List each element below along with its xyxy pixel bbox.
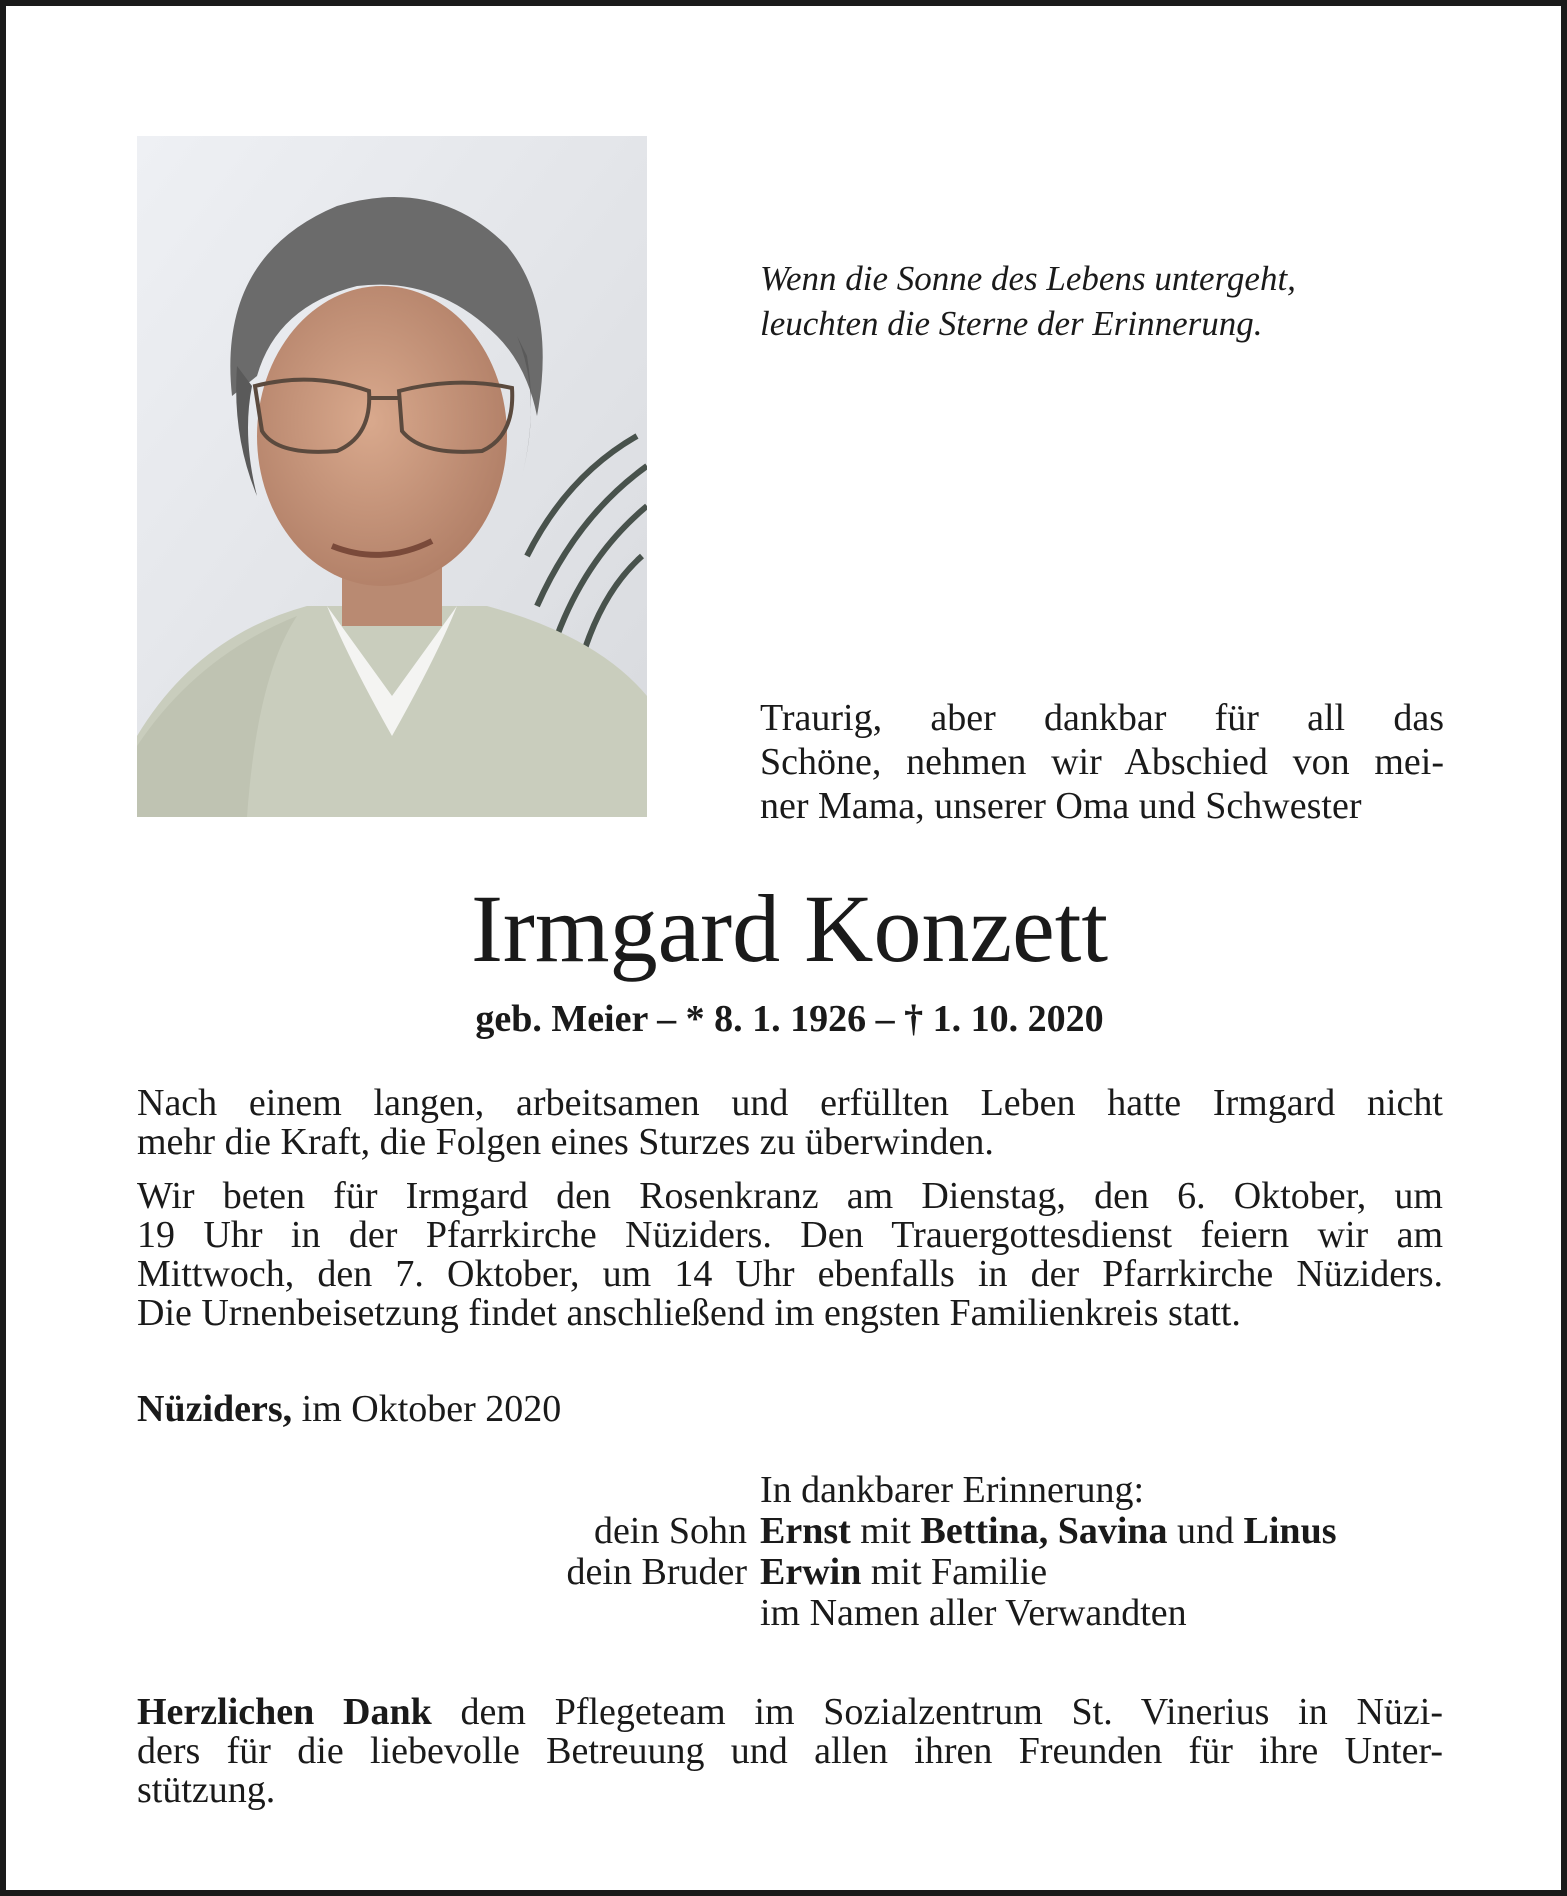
son-name: Ernst	[760, 1510, 851, 1552]
signoff-relatives: im Namen aller Verwandten	[760, 1592, 1187, 1634]
son-family-1: Bettina, Savina	[920, 1510, 1168, 1552]
signoff-brother-row	[6, 1552, 1567, 1593]
deceased-name: Irmgard Konzett	[470, 875, 1109, 982]
thanks-line-3: stützung.	[137, 1769, 276, 1811]
memorial-quote	[760, 256, 1480, 346]
place-date	[137, 1390, 1443, 1429]
signoff-heading: In dankbarer Erinnerung:	[760, 1469, 1145, 1511]
life-dates: geb. Meier – * 8. 1. 1926 – † 1. 10. 2020	[475, 998, 1104, 1040]
thanks-bold: Herzlichen Dank	[137, 1691, 432, 1733]
place-town: Nüziders,	[137, 1388, 293, 1430]
intro-line-3: ner Mama, unserer Oma und Schwester	[760, 785, 1362, 827]
son-mit: mit	[850, 1510, 921, 1552]
paragraph-life-line-1: Nach einem langen, arbeitsamen und erfüllten Leben hatte Irmgard nicht	[137, 1082, 1443, 1124]
quote-line-2: leuchten die Sterne der Erinnerung.	[760, 304, 1263, 343]
brother-label: dein Bruder	[566, 1551, 747, 1593]
thanks-line-2: ders für die liebevolle Betreuung und allen ihren Freunden für ihre Unter-	[137, 1730, 1443, 1772]
portrait-photo	[137, 136, 647, 817]
paragraph-services-line-3: Mittwoch, den 7. Oktober, um 14 Uhr ebenfalls in der Pfarrkirche Nüziders.	[137, 1253, 1443, 1295]
paragraph-services-line-4: Die Urnenbeisetzung findet anschließend im engsten Familienkreis statt.	[137, 1292, 1241, 1334]
paragraph-services-line-2: 19 Uhr in der Pfarrkirche Nüziders. Den Trauergottesdienst feiern wir am	[137, 1214, 1443, 1256]
brother-rest: mit Familie	[861, 1551, 1048, 1593]
portrait-image	[137, 136, 647, 817]
thanks-paragraph	[137, 1693, 1443, 1810]
signoff-son-row	[6, 1511, 1567, 1552]
intro-line-1: Traurig, aber dankbar für all das	[760, 697, 1444, 739]
paragraph-services-line-1: Wir beten für Irmgard den Rosenkranz am Dienstag, den 6. Oktober, um	[137, 1175, 1443, 1217]
son-und: und	[1167, 1510, 1244, 1552]
brother-name: Erwin	[760, 1551, 862, 1593]
paragraph-services	[137, 1177, 1443, 1333]
signoff-block	[6, 1470, 1567, 1634]
son-family-2: Linus	[1243, 1510, 1337, 1552]
thanks-line-1: dem Pflegeteam im Sozialzentrum St. Vinerius in Nüzi-	[431, 1691, 1443, 1733]
paragraph-life-line-2: mehr die Kraft, die Folgen eines Sturzes zu überwinden.	[137, 1121, 994, 1163]
place-date-text: im Oktober 2020	[292, 1388, 562, 1430]
intro-line-2: Schöne, nehmen wir Abschied von mei-	[760, 741, 1444, 783]
son-label: dein Sohn	[593, 1510, 747, 1552]
quote-line-1: Wenn die Sonne des Lebens untergeht,	[760, 259, 1296, 298]
intro-text	[760, 696, 1444, 828]
paragraph-life	[137, 1084, 1443, 1162]
